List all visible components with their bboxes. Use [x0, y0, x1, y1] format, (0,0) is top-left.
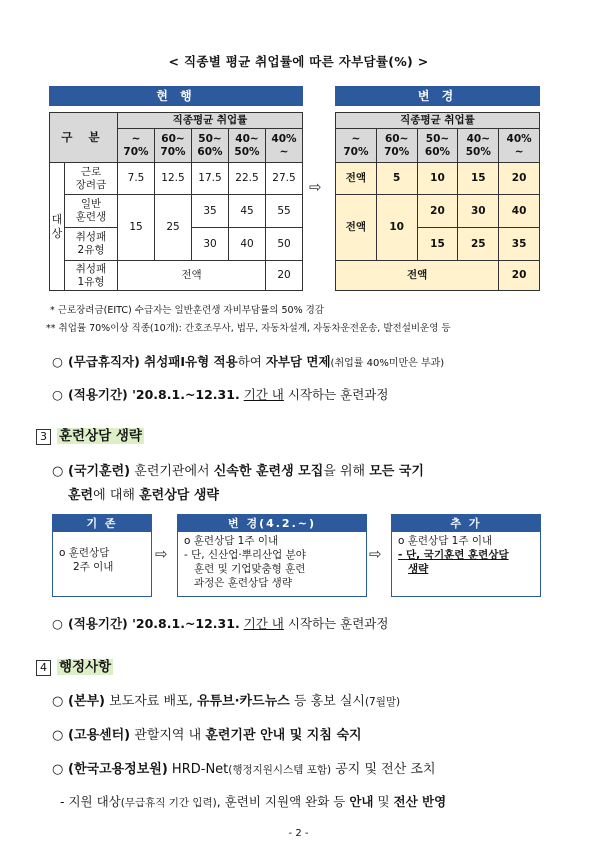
- item-small: (행정지원시스템 포함): [228, 764, 332, 776]
- item-support: [60, 792, 446, 810]
- current-header: 현 행: [49, 86, 303, 106]
- box-line: o 훈련상담: [59, 547, 110, 559]
- item-bold: 훈련기관 안내 및 지침 숙지: [205, 728, 362, 743]
- section-4-heading: [36, 655, 113, 676]
- cell: 25: [458, 228, 499, 261]
- item-text: 에 대해: [93, 488, 140, 503]
- cell: 전액: [336, 195, 377, 261]
- cell: 15: [118, 195, 155, 261]
- cell: 40: [499, 195, 540, 228]
- item-center: [52, 724, 362, 743]
- item-bold: 훈련상담 생략: [139, 488, 219, 503]
- cell: 전액: [336, 261, 499, 291]
- cell: 7.5: [118, 163, 155, 195]
- col-header: 60~ 70%: [376, 129, 417, 163]
- cell: 20: [266, 261, 303, 291]
- item-period: [52, 385, 388, 403]
- cell: 30: [192, 228, 229, 261]
- col-group-label: 직종평균 취업률: [336, 113, 540, 129]
- right-arrow-icon: ⇨: [155, 545, 168, 563]
- item-bold: (국기훈련): [68, 464, 131, 479]
- item-bold: (본부): [68, 694, 105, 709]
- box-line: o 훈련상담 1주 이내: [398, 535, 493, 547]
- item-text: 공지 및 전산 조치: [331, 762, 436, 777]
- item-period-2: [52, 614, 388, 632]
- item-text: 시작하는 훈련과정: [283, 616, 389, 631]
- box-line: 과정은 훈련상담 생략: [194, 577, 292, 589]
- item-bold: (적용기간) '20.8.1.~12.31.: [68, 616, 240, 631]
- circle-bullet-icon: ○: [52, 616, 63, 631]
- col-header: ~ 70%: [336, 129, 377, 163]
- box-line: - 단, 신산업·뿌리산업 분야: [184, 549, 306, 561]
- box-line: 생략: [408, 563, 429, 575]
- item-small: (취업률 40%미만은 부과): [330, 358, 445, 369]
- box-line: 훈련 및 기업맞춤형 훈련: [194, 563, 306, 575]
- cell: 35: [499, 228, 540, 261]
- cell: 17.5: [192, 163, 229, 195]
- col-header: 40% ~: [266, 129, 303, 163]
- box-header: 추 가: [392, 515, 540, 532]
- item-bold: 신속한 훈련생 모집: [213, 464, 324, 479]
- flow-box-existing: [52, 514, 152, 597]
- item-text: 관할지역 내: [130, 728, 206, 743]
- col-header: 50~ 60%: [192, 129, 229, 163]
- circle-bullet-icon: ○: [52, 354, 63, 369]
- note-2: ** 취업률 70%이상 직종(10개): 간호조무사, 법무, 자동차설계, 자동차운전운송, 발전설비운영 등: [46, 323, 451, 334]
- item-text: 하여: [237, 354, 266, 369]
- item-bold: (고용센터): [68, 728, 131, 743]
- item-small: (무급휴직 기간 입력): [120, 797, 217, 809]
- cell: 15: [458, 163, 499, 195]
- cell: 50: [266, 228, 303, 261]
- section-title: 훈련상담 생략: [59, 428, 142, 444]
- item-text: , 훈련비 지원액 완화 등: [216, 794, 350, 809]
- section-3-heading: [36, 424, 144, 445]
- flow-box-changed: [177, 514, 367, 597]
- changed-table: [335, 112, 540, 291]
- changed-header: 변 경: [335, 86, 540, 106]
- division-label: 구 분: [50, 113, 118, 163]
- circle-bullet-icon: ○: [52, 762, 64, 777]
- item-text: 배포,: [163, 694, 197, 709]
- col-header: 40~ 50%: [229, 129, 266, 163]
- item-text: - 지원 대상: [60, 794, 121, 809]
- right-arrow-icon: ⇨: [369, 545, 382, 563]
- cell: 10: [376, 195, 417, 261]
- col-group-label: 직종평균 취업률: [118, 113, 303, 129]
- item-text: 및: [373, 794, 394, 809]
- note-1: * 근로장려금(EITC) 수급자는 일반훈련생 자비부담률의 50% 경감: [50, 305, 324, 316]
- item-text: 훈련기관에서: [130, 464, 214, 479]
- circle-bullet-icon: ○: [52, 464, 64, 479]
- item-bold: 유튜브·카드뉴스: [196, 694, 290, 709]
- cell: 20: [417, 195, 458, 228]
- circle-bullet-icon: ○: [52, 387, 63, 402]
- box-line: - 단, 국기훈련 훈련상담: [398, 549, 509, 561]
- item-small: (7월말): [364, 696, 401, 708]
- item-counseling: [52, 460, 542, 508]
- col-header: 50~ 60%: [417, 129, 458, 163]
- target-label: 대상: [50, 163, 65, 291]
- item-bold: 안내: [349, 794, 374, 809]
- cell: 22.5: [229, 163, 266, 195]
- right-arrow-icon: ⇨: [309, 178, 322, 196]
- flow-box-added: [391, 514, 541, 597]
- cell: 40: [229, 228, 266, 261]
- item-underline: 기간 내: [243, 387, 284, 402]
- circle-bullet-icon: ○: [52, 728, 64, 743]
- item-keis: [52, 758, 436, 777]
- circle-bullet-icon: ○: [52, 694, 64, 709]
- item-bold: 자부담 면제: [265, 354, 331, 369]
- col-header: ~ 70%: [118, 129, 155, 163]
- box-line: o 훈련상담 1주 이내: [184, 535, 279, 547]
- item-text: 등 홍보 실시: [289, 694, 365, 709]
- section-number: 3: [36, 429, 51, 445]
- cell: 15: [417, 228, 458, 261]
- section-title: 행정사항: [59, 659, 112, 675]
- col-header: 60~ 70%: [155, 129, 192, 163]
- item-bold: (무급휴직자) 취성패Ⅰ유형 적용: [68, 354, 238, 369]
- cell: 12.5: [155, 163, 192, 195]
- col-header: 40~ 50%: [458, 129, 499, 163]
- item-bold: 훈련: [68, 488, 94, 503]
- item-text: HRD-Net: [167, 762, 229, 777]
- item-text: 시작하는 훈련과정: [283, 387, 389, 402]
- row-label: 취성패 1유형: [65, 261, 118, 291]
- cell: 전액: [118, 261, 266, 291]
- item-bold: (적용기간) '20.8.1.~12.31.: [68, 387, 240, 402]
- col-header: 40% ~: [499, 129, 540, 163]
- cell: 전액: [336, 163, 377, 195]
- current-table: [49, 112, 303, 291]
- row-label: 근로 장려금: [65, 163, 118, 195]
- item-hq: [52, 690, 400, 709]
- item-underline: 기간 내: [243, 616, 284, 631]
- box-line: 2주 이내: [73, 561, 114, 573]
- item-text: 을 위해: [323, 464, 370, 479]
- item-bold: 모든 국기: [369, 464, 424, 479]
- item-exemption: [52, 352, 444, 370]
- cell: 35: [192, 195, 229, 228]
- row-label: 일반 훈련생: [65, 195, 118, 228]
- cell: 20: [499, 261, 540, 291]
- item-bold: (한국고용정보원): [68, 762, 168, 777]
- cell: 5: [376, 163, 417, 195]
- cell: 10: [417, 163, 458, 195]
- cell: 55: [266, 195, 303, 228]
- box-header: 기 존: [53, 515, 151, 532]
- item-text: 보도자료: [105, 694, 164, 709]
- row-label: 취성패 2유형: [65, 228, 118, 261]
- cell: 25: [155, 195, 192, 261]
- table-title: < 직종별 평균 취업률에 따른 자부담률(%) >: [168, 54, 429, 69]
- cell: 27.5: [266, 163, 303, 195]
- box-header: 변 경(4.2.~): [178, 515, 366, 532]
- cell: 45: [229, 195, 266, 228]
- page-number: - 2 -: [288, 828, 309, 839]
- section-number: 4: [36, 660, 51, 676]
- cell: 20: [499, 163, 540, 195]
- cell: 30: [458, 195, 499, 228]
- item-bold: 전산 반영: [393, 794, 447, 809]
